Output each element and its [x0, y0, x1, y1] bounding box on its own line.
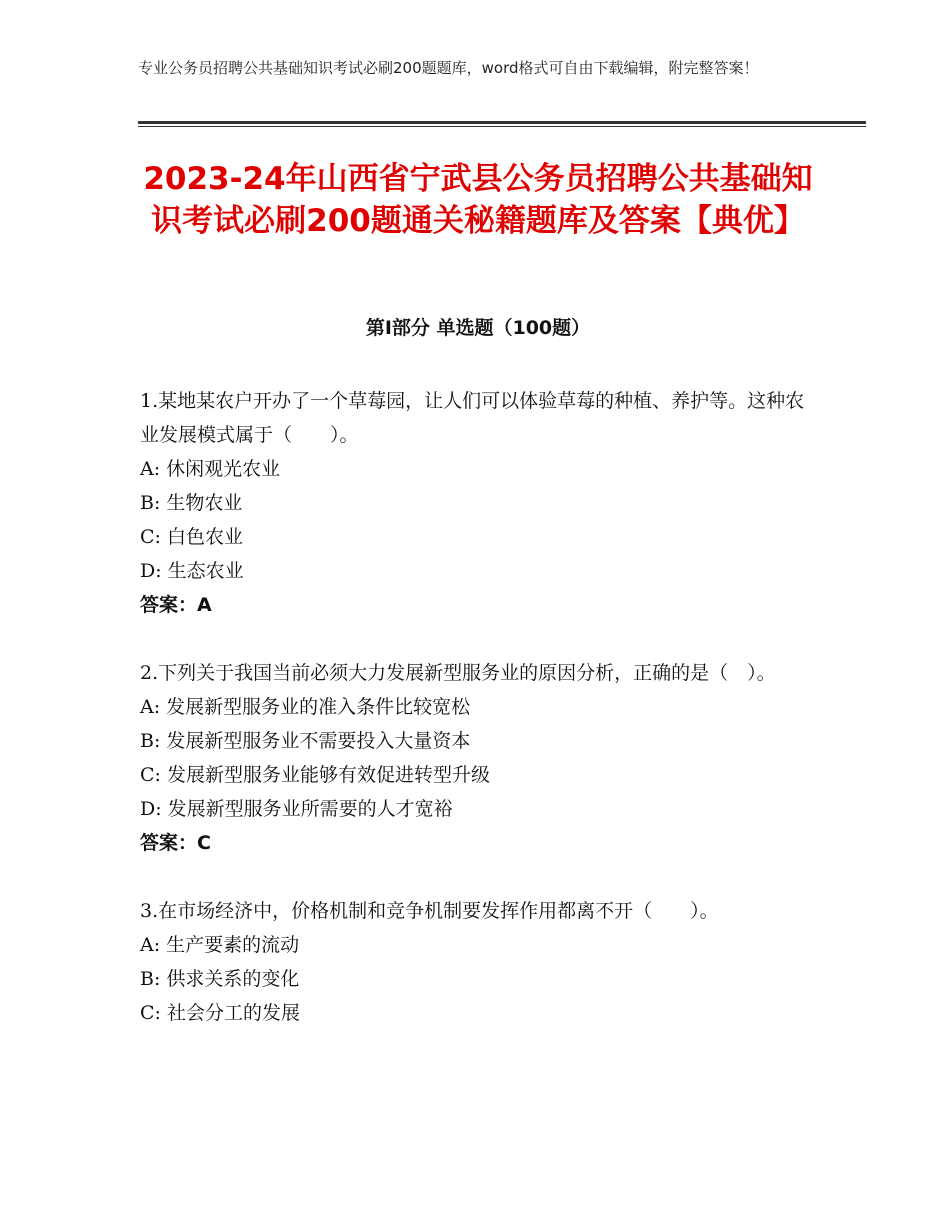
header-note: 专业公务员招聘公共基础知识考试必刷200题题库，word格式可自由下载编辑，附完整答案！ [138, 59, 759, 77]
answer: 答案：C [140, 832, 211, 854]
option-b: B: 供求关系的变化 [140, 968, 300, 990]
option-b: B: 发展新型服务业不需要投入大量资本 [140, 730, 471, 752]
header-divider-thick [138, 121, 866, 124]
option-a: A: 生产要素的流动 [140, 934, 300, 956]
question-stem: 3.在市场经济中，价格机制和竞争机制要发挥作用都离不开（ ）。 [140, 900, 719, 922]
section-title: 第Ⅰ部分 单选题（100题） [365, 317, 591, 339]
option-c: C: 发展新型服务业能够有效促进转型升级 [140, 764, 490, 786]
question-stem: 2.下列关于我国当前必须大力发展新型服务业的原因分析，正确的是（ ）。 [140, 662, 776, 684]
answer: 答案：A [140, 594, 212, 616]
option-c: C: 社会分工的发展 [140, 1002, 300, 1024]
header-divider-thin [138, 126, 866, 127]
option-a: A: 发展新型服务业的准入条件比较宽松 [140, 696, 471, 718]
option-d: D: 生态农业 [140, 560, 244, 582]
document-title: 2023-24年山西省宁武县公务员招聘公共基础知识考试必刷200题通关秘籍题库及答案【典优】 [143, 161, 813, 239]
question-list [140, 384, 820, 1064]
option-a: A: 休闲观光农业 [140, 458, 281, 480]
option-d: D: 发展新型服务业所需要的人才宽裕 [140, 798, 453, 820]
option-c: C: 白色农业 [140, 526, 243, 548]
question-2 [140, 656, 820, 860]
question-stem: 1.某地某农户开办了一个草莓园，让人们可以体验草莓的种植、养护等。这种农业发展模式属于（ ）。 [140, 390, 805, 446]
option-b: B: 生物农业 [140, 492, 243, 514]
question-1 [140, 384, 820, 622]
question-3 [140, 894, 820, 1030]
